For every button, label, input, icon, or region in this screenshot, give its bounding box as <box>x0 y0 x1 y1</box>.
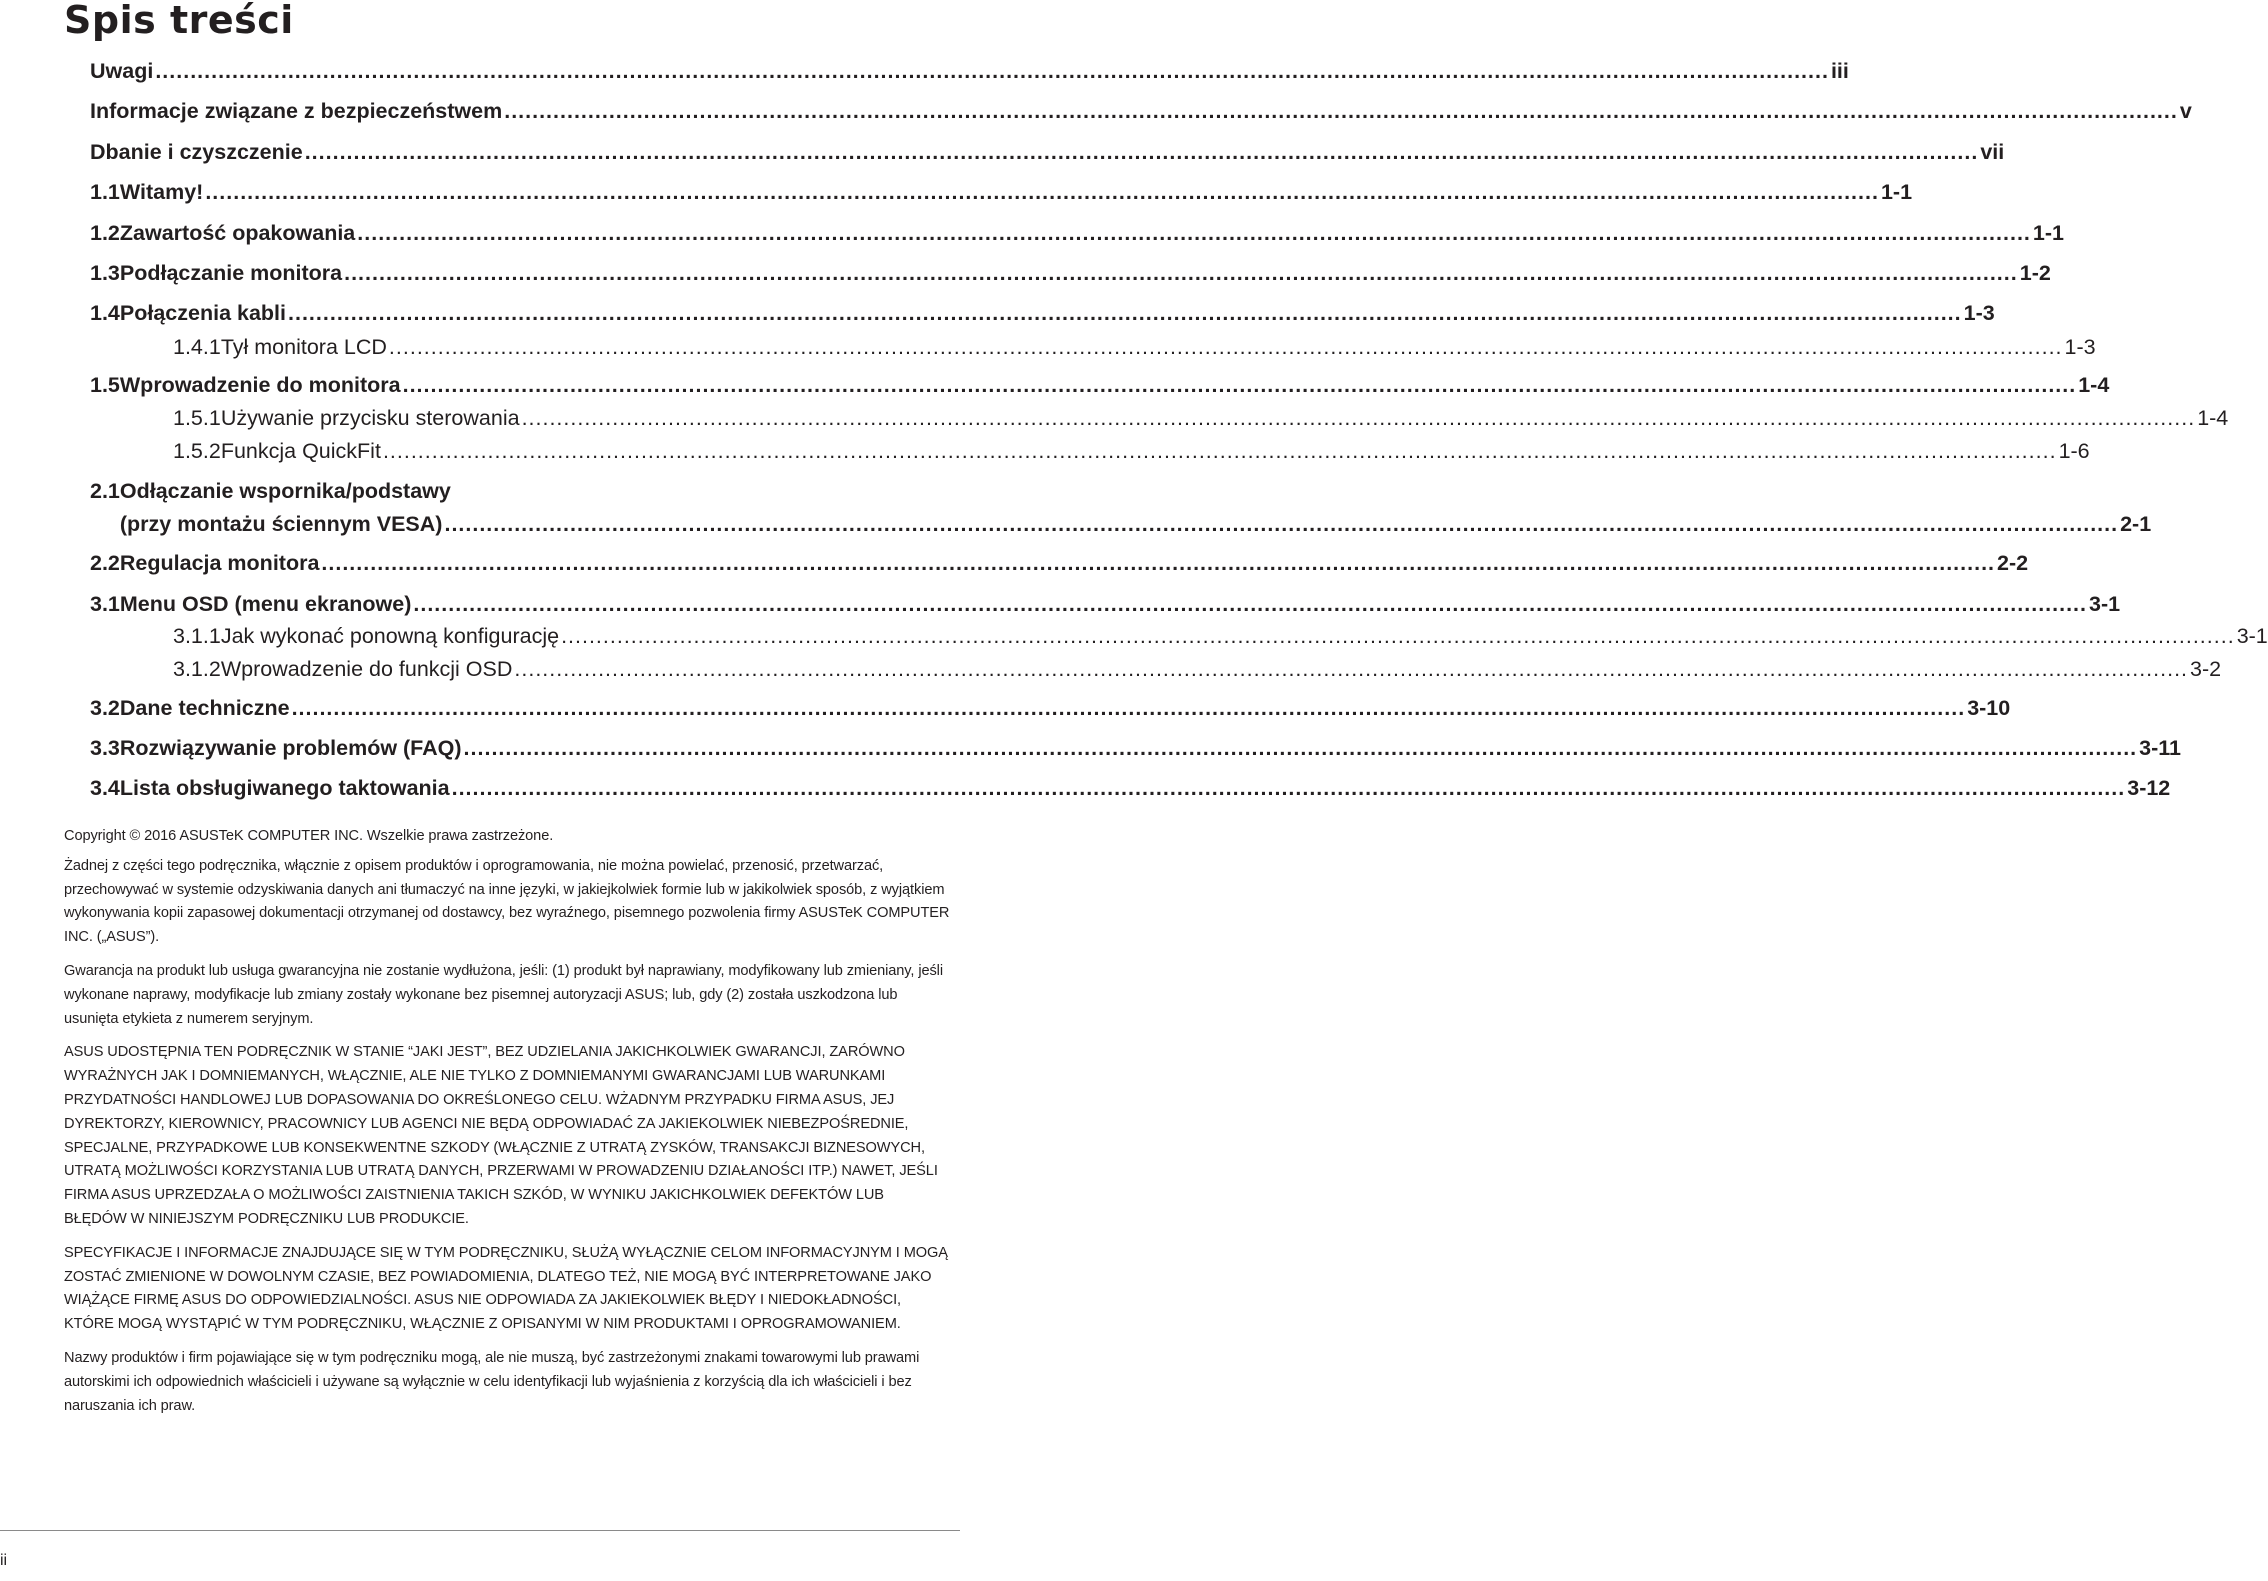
toc-label: Połączenia kabli <box>119 301 286 325</box>
toc-page: 1-1 <box>1880 180 1913 204</box>
page-title: Spis treści <box>64 0 294 42</box>
toc-leader-dots <box>321 548 1995 578</box>
toc-number: 3.2 <box>90 696 120 720</box>
toc-leader-dots <box>504 96 2178 126</box>
toc-number: 3.1.2 <box>173 657 221 681</box>
toc-label: Zawartość opakowania <box>119 221 356 245</box>
toc-leader-dots <box>561 621 2235 651</box>
toc-page: 3-1 <box>2089 592 2121 616</box>
toc-entry-1-4-1[interactable] <box>173 332 2096 362</box>
footer-divider <box>0 1530 960 1531</box>
toc-number: 3.3 <box>90 736 120 760</box>
toc-leader-dots <box>357 218 2031 248</box>
toc-label: Tył monitora LCD <box>220 335 387 359</box>
toc-entry-1-5-2[interactable] <box>173 436 2090 466</box>
toc-page: 1-3 <box>2064 335 2096 359</box>
toc-entry-2-1-body <box>120 476 2151 542</box>
toc-leader-dots <box>413 589 2087 619</box>
toc-page: 3-11 <box>2139 736 2182 760</box>
toc-number: 1.4 <box>90 301 120 325</box>
toc-label: Wprowadzenie do funkcji OSD <box>220 657 513 681</box>
toc-entry-2-2[interactable] <box>90 548 2029 578</box>
toc-leader-dots <box>292 693 1966 723</box>
toc-entry-3-1-2[interactable] <box>173 654 2222 684</box>
toc-page: 1-1 <box>2032 221 2064 245</box>
toc-page: 1-6 <box>2058 439 2090 463</box>
toc-label: Używanie przycisku sterowania <box>220 406 520 430</box>
toc-entry-3-3[interactable] <box>90 733 2182 763</box>
toc-leader-dots <box>452 773 2126 803</box>
toc-leader-dots <box>444 506 2118 542</box>
copyright-line: Copyright © 2016 ASUSTeK COMPUTER INC. Wszelkie prawa zastrzeżone. <box>64 828 554 844</box>
toc-entry-1-4[interactable] <box>90 298 1995 328</box>
toc-page: v <box>2179 99 2192 123</box>
toc-label: Dbanie i czyszczenie <box>90 140 303 164</box>
toc-leader-dots <box>344 258 2018 288</box>
toc-page: 3-12 <box>2127 776 2171 800</box>
page-number: ii <box>0 1552 8 1569</box>
toc-entry-2-1-line2 <box>120 506 2151 542</box>
legal-paragraph: Gwarancja na produkt lub usługa gwarancyjna nie zostanie wydłużona, jeśli: (1) produkt był naprawiany, modyfikowany lub zmieniany, jeśli wykonane naprawy, modyfikacje lub zmiany zostały wykonane bez pisemnej autoryzacji ASUS; lub, gdy (2) została uszkodzona lub usunięta etykieta z numerem seryjnym. <box>64 962 943 1027</box>
toc-entry-1-3[interactable] <box>90 258 2051 288</box>
legal-paragraph: ASUS UDOSTĘPNIA TEN PODRĘCZNIK W STANIE “JAKI JEST”, BEZ UDZIELANIA JAKICHKOLWIEK GWARANCJI, ZARÓWNO WYRAŻNYCH JAK I DOMNIEMANYCH, WŁĄCZNIE, ALE NIE TYLKO Z DOMNIEMANYMI GWARANCJAMI LUB WARUNKAMI PRZYDATNOŚCI HANDLOWEJ LUB DOPASOWANIA DO OKREŚLONEGO CELU. WŻADNYM PRZYPADKU FIRMA ASUS, JEJ DYREKTORZY, KIEROWNICY, PRACOWNICY LUB AGENCI NIE BĘDĄ ODPOWIADAĆ ZA JAKIEKOLWIEK NIEBEZPOŚREDNIE, SPECJALNE, PRZYPADKOWE LUB KONSEKWENTNE SZKODY (WŁĄCZNIE Z UTRATĄ ZYSKÓW, TRANSAKCJI BIZNESOWYCH, UTRATĄ MOŻLIWOŚCI KORZYSTANIA LUB UTRATĄ DANYCH, PRZERWAMI W PROWADZENIU DZIAŁANOŚCI ITP.) NAWET, JEŚLI FIRMA ASUS UPRZEDZAŁA O MOŻLIWOŚCI ZAISTNIENIA TAKICH SZKÓD, W WYNIKU JAKICHKOLWIEK DEFEKTÓW LUB BŁĘDÓW W NINIEJSZYM PODRĘCZNIKU LUB PRODUKCIE. <box>64 1044 938 1227</box>
toc-number: 1.4.1 <box>173 335 221 359</box>
toc-label: Uwagi <box>90 59 154 83</box>
toc-entry-1-1[interactable] <box>90 177 1913 207</box>
toc-page: 2-1 <box>2120 512 2152 536</box>
toc-label: Jak wykonać ponowną konfigurację <box>220 624 560 648</box>
toc-label: Funkcja QuickFit <box>220 439 381 463</box>
toc-number: 1.5 <box>90 373 120 397</box>
toc-number: 3.1.1 <box>173 624 221 648</box>
toc-leader-dots <box>288 298 1962 328</box>
toc-label: Odłączanie wspornika/podstawy <box>119 479 451 503</box>
toc-entry-dbanie[interactable] <box>90 137 2005 167</box>
toc-label: Informacje związane z bezpieczeństwem <box>90 99 503 123</box>
toc-leader-dots <box>522 403 2196 433</box>
legal-notice <box>64 825 950 1428</box>
toc-entry-1-2[interactable] <box>90 218 2064 248</box>
legal-paragraph: Żadnej z części tego podręcznika, włącznie z opisem produktów i oprogramowania, nie można powielać, przenosić, przetwarzać, przechowywać w systemie odzyskiwania danych ani tłumaczyć na inne języki, w jakiejkolwiek formie lub w jakikolwiek sposób, z wyjątkiem wykonywania kopii zapasowej dokumentacji otrzymanej od dostawcy, bez wyraźnego, pisemnego pozwolenia firmy ASUSTeK COMPUTER INC. („ASUS”). <box>64 857 950 946</box>
toc-page: 3-1 <box>2236 624 2268 648</box>
toc-page: 1-4 <box>2197 406 2229 430</box>
toc-number: 1.5.1 <box>173 406 221 430</box>
toc-entry-3-1-1[interactable] <box>173 621 2268 651</box>
toc-label-continuation: (przy montażu ściennym VESA) <box>119 512 443 536</box>
toc-entry-1-5[interactable] <box>90 370 2110 400</box>
toc-number: 2.2 <box>90 551 120 575</box>
toc-label: Menu OSD (menu ekranowe) <box>119 592 412 616</box>
toc-entry-bezpieczenstwo[interactable] <box>90 96 2192 126</box>
toc-page: 3-10 <box>1967 696 2011 720</box>
toc-leader-dots <box>389 332 2063 362</box>
toc-leader-dots <box>383 436 2057 466</box>
toc-page: 3-2 <box>2190 657 2222 681</box>
toc-label: Wprowadzenie do monitora <box>119 373 401 397</box>
toc-page: iii <box>1830 59 1849 83</box>
toc-label: Regulacja monitora <box>119 551 320 575</box>
toc-number: 2.1 <box>90 479 120 503</box>
toc-number: 1.2 <box>90 221 120 245</box>
toc-number: 3.1 <box>90 592 120 616</box>
toc-number: 1.1 <box>90 180 120 204</box>
toc-page: vii <box>1980 140 2005 164</box>
toc-leader-dots <box>155 56 1829 86</box>
toc-page: 2-2 <box>1997 551 2029 575</box>
legal-paragraph: SPECYFIKACJE I INFORMACJE ZNAJDUJĄCE SIĘ W TYM PODRĘCZNIKU, SŁUŻĄ WYŁĄCZNIE CELOM INFORMACYJNYM I MOGĄ ZOSTAĆ ZMIENIONE W DOWOLNYM CZASIE, BEZ POWIADOMIENIA, DLATEGO TEŻ, NIE MOGĄ BYĆ INTERPRETOWANE JAKO WIĄŻĄCE FIRMĘ ASUS DO ODPOWIEDZIALNOŚCI. ASUS NIE ODPOWIADA ZA JAKIEKOLWIEK BŁĘDY I NIEDOKŁADNOŚCI, KTÓRE MOGĄ WYSTĄPIĆ W TYM PODRĘCZNIKU, WŁĄCZNIE Z OPISANYMI W NIM PRODUKTAMI I OPROGRAMOWANIEM. <box>64 1244 948 1333</box>
toc-page: 1-3 <box>1963 301 1995 325</box>
toc-entry-3-1[interactable] <box>90 589 2121 619</box>
toc-entry-uwagi[interactable] <box>90 56 1849 86</box>
toc-page: 1-4 <box>2078 373 2110 397</box>
toc-label: Dane techniczne <box>119 696 290 720</box>
toc-number: 3.4 <box>90 776 120 800</box>
toc-number: 1.3 <box>90 261 120 285</box>
toc-entry-3-2[interactable] <box>90 693 2011 723</box>
toc-leader-dots <box>205 177 1879 207</box>
toc-number: 1.5.2 <box>173 439 221 463</box>
toc-label: Rozwiązywanie problemów (FAQ) <box>119 736 462 760</box>
toc-entry-2-1[interactable] <box>90 476 2152 542</box>
toc-page: 1-2 <box>2019 261 2051 285</box>
toc-label: Podłączanie monitora <box>119 261 343 285</box>
toc-leader-dots <box>464 733 2138 763</box>
toc-entry-3-4[interactable] <box>90 773 2171 803</box>
toc-label: Lista obsługiwanego taktowania <box>119 776 450 800</box>
toc-entry-1-5-1[interactable] <box>173 403 2229 433</box>
legal-paragraph: Nazwy produktów i firm pojawiające się w tym podręczniku mogą, ale nie muszą, być zastrzeżonymi znakami towarowymi lub prawami autorskimi ich odpowiednich właścicieli i używane są wyłącznie w celu identyfikacji lub wyjaśnienia z korzyścią dla ich właścicieli i bez naruszania ich praw. <box>64 1349 920 1414</box>
toc-label: Witamy! <box>119 180 204 204</box>
toc-leader-dots <box>305 137 1979 167</box>
toc-leader-dots <box>514 654 2188 684</box>
toc-leader-dots <box>403 370 2077 400</box>
